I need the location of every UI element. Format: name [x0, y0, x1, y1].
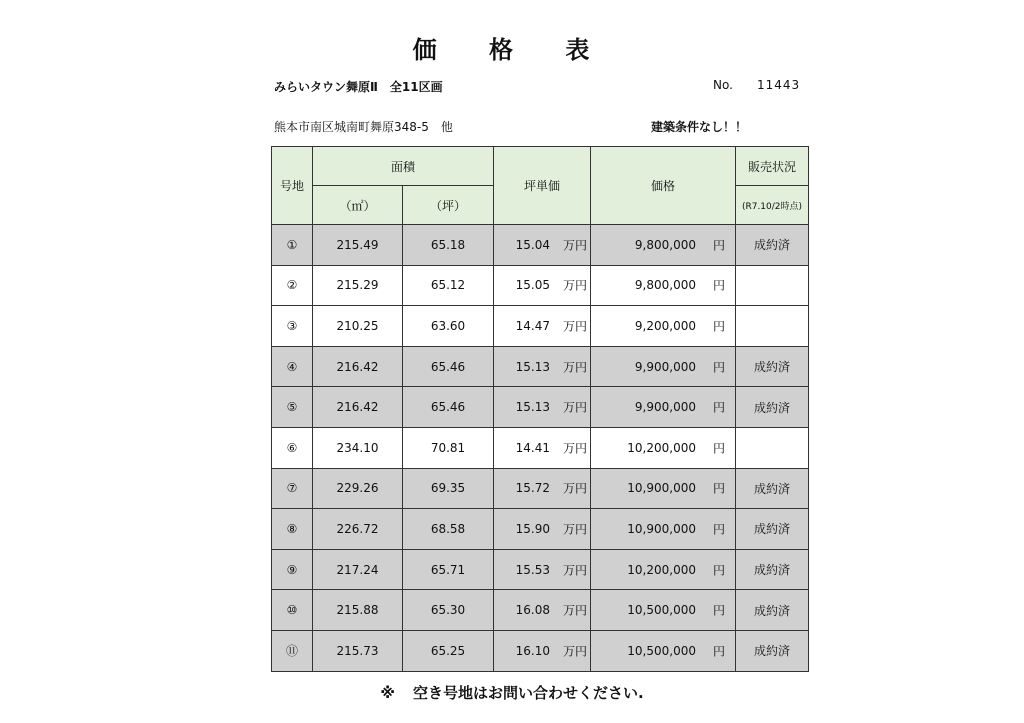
sales-status: 成約済: [736, 549, 809, 590]
price-unit: 円: [712, 563, 725, 578]
price: 10,200,000: [627, 562, 696, 577]
price-cell: [591, 346, 736, 387]
area-tsubo: 65.46: [403, 346, 494, 387]
table-row: [272, 590, 809, 631]
area-m2: 216.42: [313, 387, 403, 428]
page-title: 価 格 表: [412, 36, 612, 64]
unit-price-cell: [494, 306, 591, 347]
unit-price-unit: 万円: [562, 481, 587, 496]
area-tsubo: 65.46: [403, 387, 494, 428]
price-cell: [591, 590, 736, 631]
table-row: [272, 509, 809, 550]
area-tsubo: 69.35: [403, 468, 494, 509]
table-row: [272, 468, 809, 509]
area-tsubo: 65.30: [403, 590, 494, 631]
unit-price-unit: 万円: [562, 278, 587, 293]
price-unit: 円: [712, 400, 725, 415]
price-unit: 円: [712, 238, 725, 253]
area-m2: 216.42: [313, 346, 403, 387]
unit-price-unit: 万円: [562, 644, 587, 659]
table-row: [272, 630, 809, 671]
price-table: [271, 146, 809, 672]
unit-price-cell: [494, 468, 591, 509]
footer-text: 空き号地はお問い合わせください.: [412, 684, 644, 702]
sales-status: [736, 265, 809, 306]
area-tsubo: 63.60: [403, 306, 494, 347]
header-lot: 号地: [272, 147, 313, 225]
project-name: みらいタウン舞原Ⅱ 全11区画: [274, 80, 443, 94]
unit-price-unit: 万円: [562, 238, 587, 253]
price-unit: 円: [712, 481, 725, 496]
table-row: [272, 387, 809, 428]
unit-price-cell: [494, 225, 591, 266]
table-row: [272, 549, 809, 590]
price-unit: 円: [712, 319, 725, 334]
unit-price-cell: [494, 590, 591, 631]
footer-note: [0, 682, 1024, 703]
unit-price-cell: [494, 265, 591, 306]
unit-price-cell: [494, 387, 591, 428]
price-cell: [591, 427, 736, 468]
document-number: 11443: [757, 78, 801, 92]
price: 10,200,000: [627, 440, 696, 455]
area-m2: 215.29: [313, 265, 403, 306]
area-tsubo: 65.18: [403, 225, 494, 266]
price: 9,200,000: [634, 318, 696, 333]
sales-status: [736, 306, 809, 347]
area-m2: 210.25: [313, 306, 403, 347]
lot-number: ⑩: [272, 590, 313, 631]
area-m2: 215.49: [313, 225, 403, 266]
area-tsubo: 68.58: [403, 509, 494, 550]
price: 9,900,000: [634, 359, 696, 374]
unit-price: 15.13: [515, 359, 550, 374]
area-m2: 215.88: [313, 590, 403, 631]
price-cell: [591, 306, 736, 347]
price: 10,900,000: [627, 521, 696, 536]
price: 10,900,000: [627, 481, 696, 496]
price-cell: [591, 630, 736, 671]
header-price: 価格: [591, 147, 736, 225]
unit-price: 16.08: [515, 603, 550, 618]
price-cell: [591, 225, 736, 266]
unit-price: 15.04: [515, 237, 550, 252]
area-m2: 226.72: [313, 509, 403, 550]
sales-status: 成約済: [736, 346, 809, 387]
sales-status: 成約済: [736, 387, 809, 428]
price: 10,500,000: [627, 643, 696, 658]
header-status: 販売状況: [736, 147, 809, 186]
price-unit: 円: [712, 441, 725, 456]
sales-status: 成約済: [736, 225, 809, 266]
sales-status: 成約済: [736, 590, 809, 631]
price: 10,500,000: [627, 603, 696, 618]
price-cell: [591, 387, 736, 428]
unit-price-unit: 万円: [562, 563, 587, 578]
unit-price: 15.13: [515, 400, 550, 415]
area-m2: 234.10: [313, 427, 403, 468]
unit-price: 15.53: [515, 562, 550, 577]
lot-number: ⑨: [272, 549, 313, 590]
header-area-m2: （㎡）: [313, 186, 403, 225]
lot-number: ⑪: [272, 630, 313, 671]
price-unit: 円: [712, 644, 725, 659]
table-row: [272, 265, 809, 306]
area-tsubo: 65.71: [403, 549, 494, 590]
lot-number: ⑧: [272, 509, 313, 550]
unit-price-unit: 万円: [562, 441, 587, 456]
area-tsubo: 65.25: [403, 630, 494, 671]
unit-price-cell: [494, 549, 591, 590]
lot-number: ⑤: [272, 387, 313, 428]
table-row: [272, 346, 809, 387]
header-area: 面積: [313, 147, 494, 186]
lot-number: ⑥: [272, 427, 313, 468]
price-cell: [591, 468, 736, 509]
unit-price-unit: 万円: [562, 522, 587, 537]
price-unit: 円: [712, 603, 725, 618]
price-cell: [591, 265, 736, 306]
sales-status: 成約済: [736, 509, 809, 550]
unit-price-cell: [494, 509, 591, 550]
lot-number: ④: [272, 346, 313, 387]
table-row: [272, 427, 809, 468]
unit-price: 15.90: [515, 521, 550, 536]
sales-status: 成約済: [736, 468, 809, 509]
lot-number: ⑦: [272, 468, 313, 509]
price-cell: [591, 509, 736, 550]
document-number-label: No.: [713, 78, 733, 92]
price: 9,800,000: [634, 278, 696, 293]
building-condition: 建築条件なし！！: [651, 120, 748, 134]
area-m2: 215.73: [313, 630, 403, 671]
header-unit-price: 坪単価: [494, 147, 591, 225]
lot-number: ③: [272, 306, 313, 347]
address: 熊本市南区城南町舞原348-5 他: [274, 120, 453, 134]
price-unit: 円: [712, 278, 725, 293]
sales-status: [736, 427, 809, 468]
unit-price: 15.05: [515, 278, 550, 293]
header-status-date: (R7.10/2時点): [736, 186, 809, 225]
unit-price-cell: [494, 346, 591, 387]
price-unit: 円: [712, 522, 725, 537]
area-tsubo: 65.12: [403, 265, 494, 306]
reference-mark: ※: [380, 684, 395, 702]
unit-price: 16.10: [515, 643, 550, 658]
unit-price-cell: [494, 427, 591, 468]
unit-price-unit: 万円: [562, 603, 587, 618]
unit-price-unit: 万円: [562, 400, 587, 415]
lot-number: ②: [272, 265, 313, 306]
price-unit: 円: [712, 360, 725, 375]
lot-number: ①: [272, 225, 313, 266]
price-cell: [591, 549, 736, 590]
area-m2: 229.26: [313, 468, 403, 509]
header-area-tsubo: （坪）: [403, 186, 494, 225]
unit-price-cell: [494, 630, 591, 671]
unit-price: 14.47: [515, 318, 550, 333]
table-row: [272, 225, 809, 266]
unit-price-unit: 万円: [562, 360, 587, 375]
price: 9,800,000: [634, 237, 696, 252]
area-tsubo: 70.81: [403, 427, 494, 468]
price: 9,900,000: [634, 400, 696, 415]
sales-status: 成約済: [736, 630, 809, 671]
table-row: [272, 306, 809, 347]
unit-price: 14.41: [515, 440, 550, 455]
unit-price-unit: 万円: [562, 319, 587, 334]
unit-price: 15.72: [515, 481, 550, 496]
area-m2: 217.24: [313, 549, 403, 590]
